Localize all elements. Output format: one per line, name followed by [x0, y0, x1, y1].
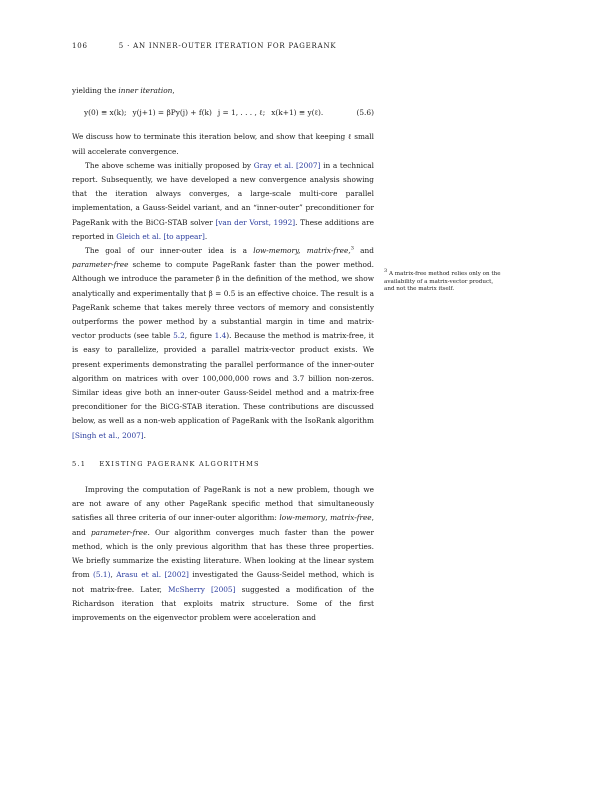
equation-5-6: [84, 106, 374, 120]
paragraph-4: The goal of our inner-outer idea is a low-memory, matrix-free,$^3$ and parameter-free scheme to compute PageRank faster than the power method. Although we introduce the parameter β in the definition of the method, we show analytically and experimentally that β = 0.5 is an effective choice. The result is a PageRank scheme that takes merely three vectors of memory and consistently outperforms the power method by a substantial margin in time and matrix-vector products (see table 5.2, figure 1.4). Because the method is matrix-free, it is easy to parallelize, provided a parallel matrix-vector product exists. We present experiments demonstrating the parallel performance of the inner-outer algorithm on matrices with over 100,000,000 rows and 3.7 billion non-zeros. Similar ideas give both an inner-outer Gauss-Seidel method and a matrix-free preconditioner for the BiCG-STAB iteration. These contributions are discussed below, as well as a non-web application of PageRank with the IsoRank algorithm [Singh et al., 2007].: [72, 245, 374, 440]
paragraph-5: Improving the computation of PageRank is not a new problem, though we are not aware of any other PageRank specific method that simultaneously satisfies all three criteria of our inner-outer algorithm: low-memory, matrix-free, and parameter-free. Our algorithm converges much faster than the power method, which is the only previous algorithm that has these three properties. We briefly summarize the existing literature. When looking at the linear system from (5.1), Arasu et al. [2002] investigated the Gauss-Seidel method, which is not matrix-free. Later, McSherry [2005] suggested a modification of the Richardson iteration that exploits matrix structure. Some of the first improvements on the eigenvector problem were acceleration and: [72, 485, 374, 622]
citation-link[interactable]: Gray et al. [2007]: [253, 160, 321, 170]
citation-link[interactable]: [Singh et al., 2007]: [72, 430, 144, 440]
equation-body: [84, 106, 323, 120]
citation-link[interactable]: McSherry [2005]: [168, 584, 236, 594]
equation-ref-link[interactable]: (5.1): [93, 570, 111, 580]
running-title: 5 · AN INNER-OUTER ITERATION FOR PAGERANK: [118, 42, 337, 50]
table-ref-link[interactable]: 5.2: [173, 331, 185, 341]
footnote-marker[interactable]: 3: [350, 245, 354, 252]
main-text: [72, 84, 374, 625]
equation-number: (5.6): [356, 108, 374, 118]
equation-part-4: x(k+1) ≡ y(ℓ).: [271, 108, 324, 118]
sidenote: [384, 268, 502, 294]
citation-link[interactable]: Arasu et al. [2002]: [116, 570, 189, 580]
running-header: [72, 42, 372, 50]
equation-part-3: j = 1, . . . , ℓ;: [217, 108, 266, 118]
section-heading: [72, 457, 374, 471]
section-number: 5.1: [72, 459, 87, 468]
equation-part-2: y(j+1) = βPy(j) + f(k): [132, 108, 212, 118]
figure-ref-link[interactable]: 1.4: [214, 331, 227, 341]
paragraph-3: The above scheme was initially proposed by Gray et al. [2007] in a technical report. Subsequently, we have developed a new convergence analysis showing that the iteration always converges, a large-scale multi-core parallel implementation, a Gauss-Seidel variant, and an “inner-outer” preconditioner for PageRank with the BiCG-STAB solver [van der Vorst, 1992]. These additions are reported in Gleich et al. [to appear].: [72, 160, 375, 241]
citation-link[interactable]: [van der Vorst, 1992]: [215, 217, 296, 227]
paragraph-2: We discuss how to terminate this iteration below, and show that keeping ℓ small will accelerate convergence.: [72, 132, 374, 156]
citation-link[interactable]: Gleich et al. [to appear]: [116, 231, 205, 241]
section-title: EXISTING PAGERANK ALGORITHMS: [99, 459, 260, 468]
sidenote-text: A matrix-free method relies only on the availability of a matrix-vector product, and not the matrix itself.: [384, 271, 501, 293]
sidenote-number: 3: [384, 268, 388, 275]
paragraph-1: yielding the inner iteration,: [72, 86, 175, 95]
page-number: 106: [72, 42, 88, 50]
equation-part-1: y(0) ≡ x(k);: [84, 108, 127, 118]
